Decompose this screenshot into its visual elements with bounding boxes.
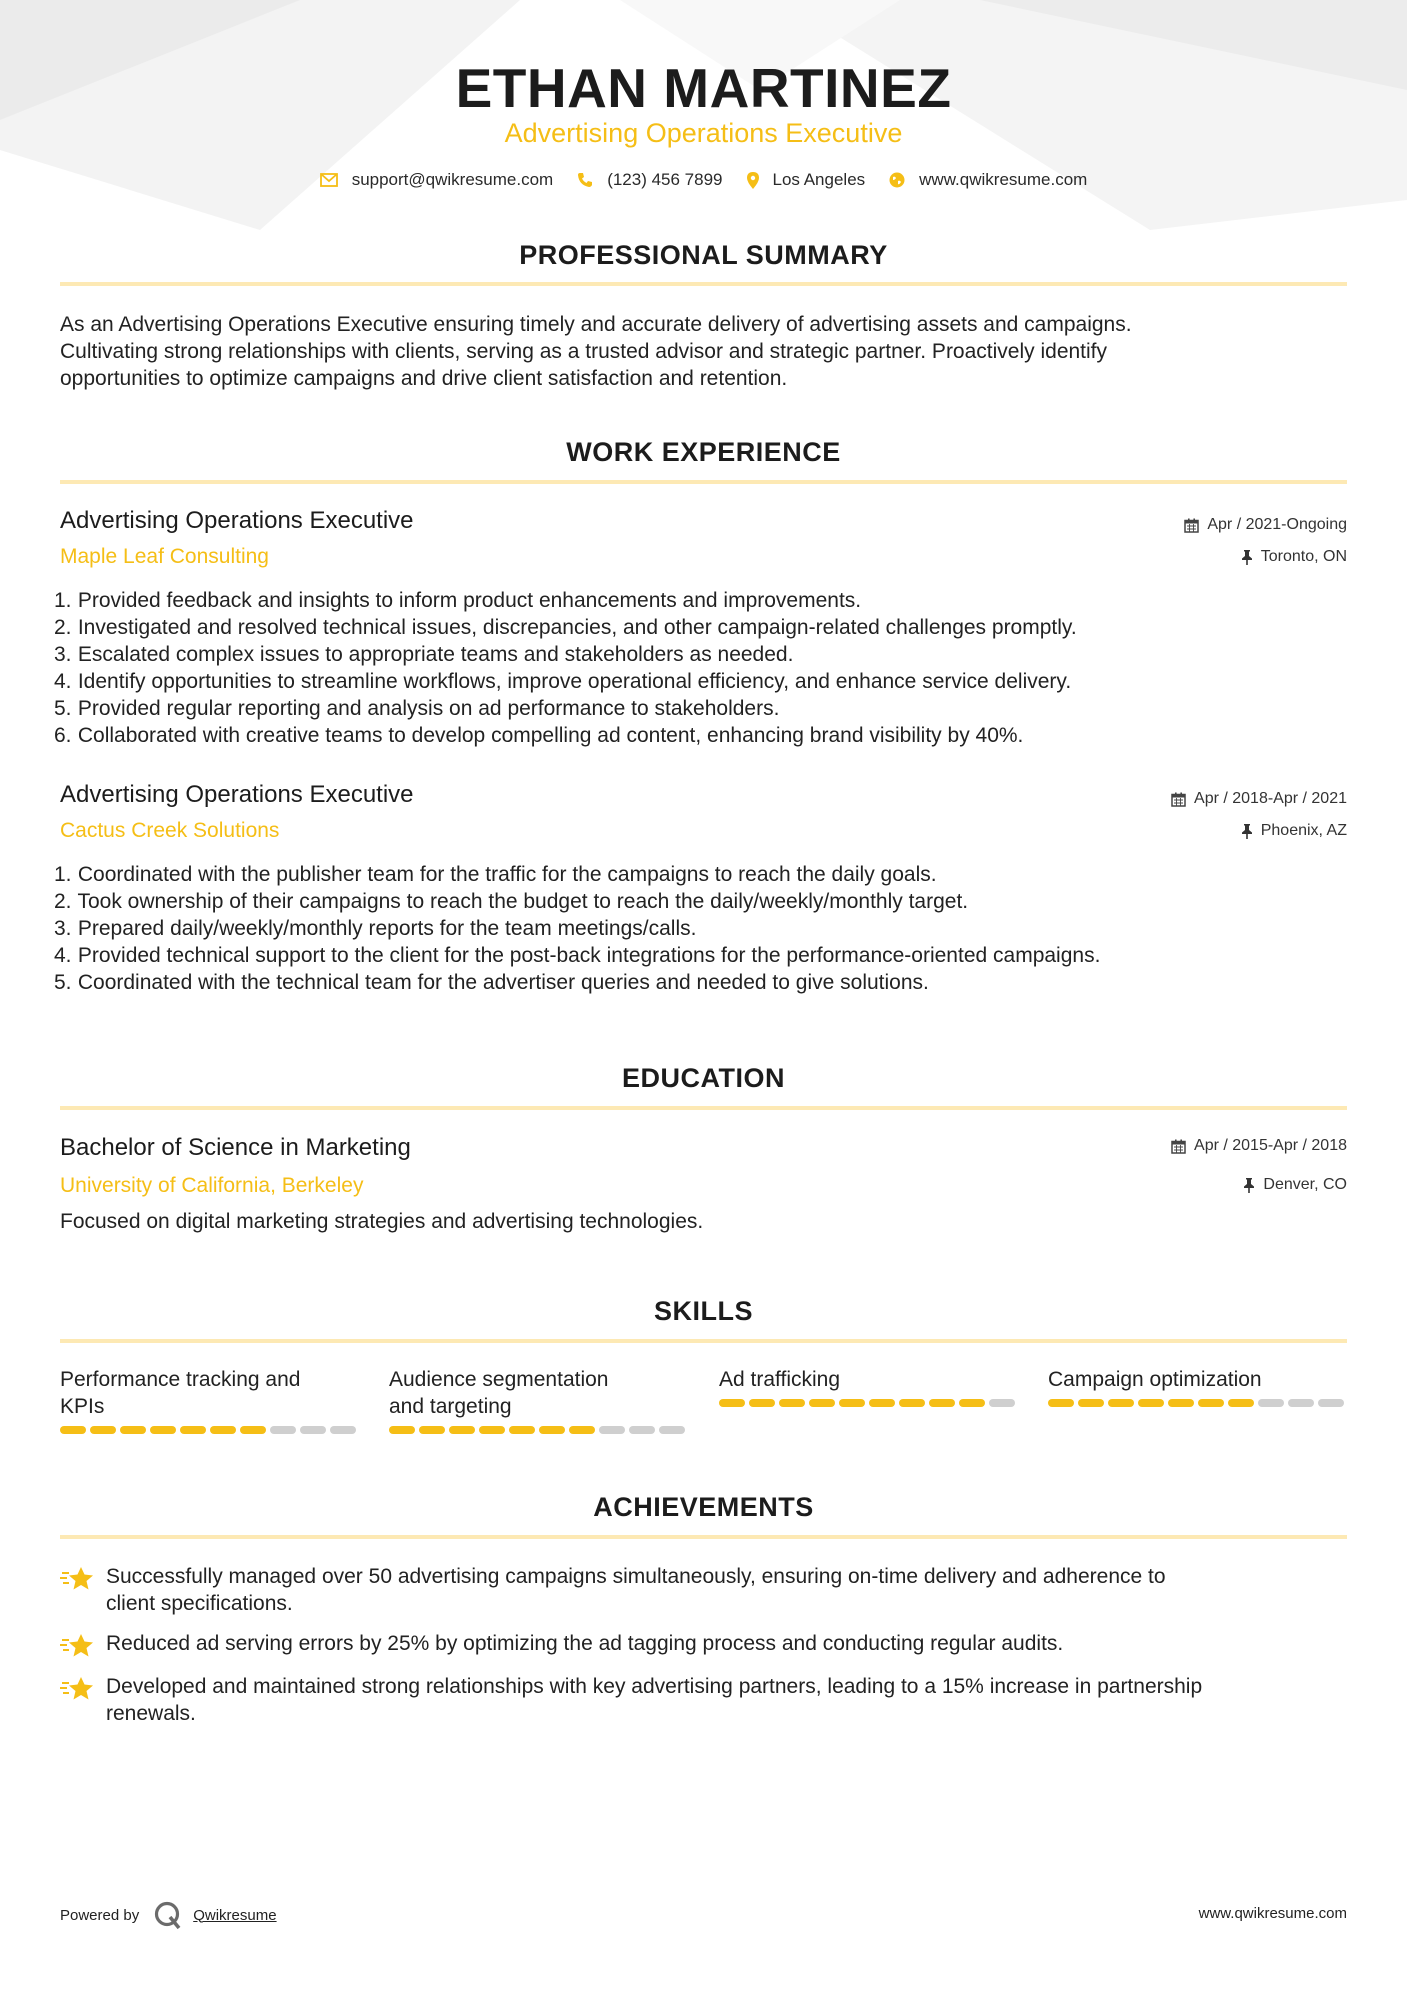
skill-label: Performance tracking and KPIs: [60, 1368, 301, 1418]
skill-rating-bar: [719, 1399, 1019, 1407]
rating-segment-filled: [839, 1399, 865, 1407]
section-divider: [60, 1339, 1347, 1343]
skill-rating-bar: [389, 1426, 689, 1434]
phone-text: (123) 456 7899: [607, 170, 723, 189]
globe-icon: [889, 172, 905, 188]
rating-segment-filled: [90, 1426, 116, 1434]
section-divider: [60, 1535, 1347, 1539]
contact-location: [747, 170, 866, 190]
rating-segment-filled: [240, 1426, 266, 1434]
rating-segment-filled: [180, 1426, 206, 1434]
qwikresume-link[interactable]: Qwikresume: [193, 1906, 277, 1924]
skill-label: Audience segmentation and targeting: [389, 1368, 609, 1418]
location-text: Phoenix, AZ: [1260, 822, 1347, 839]
rating-segment-filled: [539, 1426, 565, 1434]
dates-text: Apr / 2021-Ongoing: [1207, 516, 1347, 533]
rating-segment-filled: [1168, 1399, 1194, 1407]
skill-item: [719, 1366, 1019, 1407]
rating-segment-filled: [1198, 1399, 1224, 1407]
rating-segment-filled: [120, 1426, 146, 1434]
pushpin-icon: [1241, 824, 1253, 839]
footer-powered-by: [60, 1900, 277, 1930]
achievement-text: Developed and maintained strong relationships with key advertising partners, leading to a 15% increase in partnership renewals.: [106, 1675, 1203, 1725]
rating-segment-filled: [60, 1426, 86, 1434]
rating-segment-empty: [989, 1399, 1015, 1407]
website-text: www.qwikresume.com: [919, 170, 1088, 189]
contact-email[interactable]: [320, 170, 554, 190]
job-duties: [54, 587, 1347, 749]
job-dates: [1171, 790, 1347, 808]
school-name: University of California, Berkeley: [60, 1174, 364, 1197]
rating-segment-filled: [809, 1399, 835, 1407]
rating-segment-filled: [929, 1399, 955, 1407]
email-text: support@qwikresume.com: [351, 170, 554, 189]
list-item: 1. Coordinated with the publisher team for the traffic for the campaigns to reach the daily goals.: [54, 863, 937, 886]
rating-segment-empty: [1288, 1399, 1314, 1407]
location-text: Denver, CO: [1263, 1176, 1347, 1193]
calendar-icon: [1171, 1139, 1186, 1154]
summary-text: [60, 311, 1347, 392]
list-item: 6. Collaborated with creative teams to develop compelling ad content, enhancing brand visibility by 40%.: [54, 724, 1024, 747]
calendar-icon: [1171, 792, 1186, 807]
rating-segment-empty: [300, 1426, 326, 1434]
list-item: 2. Took ownership of their campaigns to reach the budget to reach the daily/weekly/monthly target.: [54, 890, 969, 913]
rating-segment-empty: [599, 1426, 625, 1434]
rating-segment-filled: [959, 1399, 985, 1407]
contact-phone[interactable]: [577, 170, 722, 190]
skill-label: Ad trafficking: [719, 1368, 841, 1391]
candidate-name: ETHAN MARTINEZ: [455, 57, 952, 119]
rating-segment-empty: [270, 1426, 296, 1434]
rating-segment-filled: [389, 1426, 415, 1434]
rating-segment-empty: [629, 1426, 655, 1434]
rating-segment-filled: [869, 1399, 895, 1407]
achievement-item: [60, 1673, 1347, 1727]
education-location: [1243, 1176, 1347, 1194]
job-location: [1241, 548, 1347, 566]
section-divider: [60, 1106, 1347, 1110]
achievement-text: Reduced ad serving errors by 25% by optimizing the ad tagging process and conducting regular audits.: [106, 1632, 1064, 1655]
list-item: 2. Investigated and resolved technical issues, discrepancies, and other campaign-related challenges promptly.: [54, 616, 1077, 639]
list-item: 4. Provided technical support to the client for the post-back integrations for the performance-oriented campaigns.: [54, 944, 1101, 967]
education-description: Focused on digital marketing strategies and advertising technologies.: [60, 1210, 704, 1233]
list-item: 1. Provided feedback and insights to inform product enhancements and improvements.: [54, 589, 862, 612]
contact-website[interactable]: [889, 170, 1087, 190]
company-name: Maple Leaf Consulting: [60, 545, 269, 568]
footer-website[interactable]: www.qwikresume.com: [1198, 1905, 1347, 1922]
rating-segment-filled: [899, 1399, 925, 1407]
dates-text: Apr / 2018-Apr / 2021: [1194, 790, 1347, 807]
summary-heading: PROFESSIONAL SUMMARY: [519, 240, 888, 270]
rating-segment-filled: [569, 1426, 595, 1434]
rating-segment-filled: [719, 1399, 745, 1407]
location-text: Los Angeles: [772, 170, 866, 189]
job-dates: [1184, 516, 1347, 534]
dates-text: Apr / 2015-Apr / 2018: [1194, 1137, 1347, 1154]
section-divider: [60, 282, 1347, 286]
list-item: 5. Provided regular reporting and analysis on ad performance to stakeholders.: [54, 697, 780, 720]
pushpin-icon: [1241, 550, 1253, 565]
rating-segment-filled: [749, 1399, 775, 1407]
rating-segment-filled: [1108, 1399, 1134, 1407]
rating-segment-filled: [1078, 1399, 1104, 1407]
rating-segment-empty: [330, 1426, 356, 1434]
company-name: Cactus Creek Solutions: [60, 819, 280, 842]
contact-bar: [0, 170, 1407, 190]
calendar-icon: [1184, 518, 1199, 533]
star-icon: [60, 1675, 94, 1703]
list-item: 3. Escalated complex issues to appropriate teams and stakeholders as needed.: [54, 643, 794, 666]
achievements-heading: ACHIEVEMENTS: [593, 1492, 814, 1522]
job-title: Advertising Operations Executive: [60, 781, 414, 808]
degree-title: Bachelor of Science in Marketing: [60, 1134, 411, 1161]
skill-rating-bar: [1048, 1399, 1348, 1407]
envelope-icon: [320, 173, 338, 187]
experience-heading: WORK EXPERIENCE: [566, 437, 841, 467]
map-pin-icon: [747, 172, 759, 189]
education-heading: EDUCATION: [622, 1063, 785, 1093]
skill-item: [1048, 1366, 1348, 1407]
rating-segment-filled: [1228, 1399, 1254, 1407]
rating-segment-empty: [659, 1426, 685, 1434]
section-divider: [60, 480, 1347, 484]
star-icon: [60, 1565, 94, 1593]
summary-line: As an Advertising Operations Executive ensuring timely and accurate delivery of advertising assets and campaigns.: [60, 313, 1132, 336]
location-text: Toronto, ON: [1260, 548, 1347, 565]
education-dates: [1171, 1137, 1347, 1155]
phone-icon: [577, 172, 593, 188]
job-title: Advertising Operations Executive: [60, 507, 414, 534]
skill-rating-bar: [60, 1426, 360, 1434]
achievement-item: [60, 1630, 1347, 1660]
list-item: 4. Identify opportunities to streamline workflows, improve operational efficiency, and enhance service delivery.: [54, 670, 1072, 693]
rating-segment-filled: [210, 1426, 236, 1434]
pushpin-icon: [1243, 1178, 1255, 1193]
summary-line: Cultivating strong relationships with clients, serving as a trusted advisor and strategic partner. Proactively identify: [60, 340, 1108, 363]
summary-line: opportunities to optimize campaigns and drive client satisfaction and retention.: [60, 367, 788, 390]
skill-item: [389, 1366, 689, 1434]
candidate-role: Advertising Operations Executive: [504, 118, 903, 148]
qwikresume-logo-icon: [153, 1900, 183, 1930]
rating-segment-filled: [449, 1426, 475, 1434]
achievement-item: [60, 1563, 1347, 1617]
achievement-text: Successfully managed over 50 advertising campaigns simultaneously, ensuring on-time delivery and adherence to client specifications.: [106, 1565, 1166, 1615]
rating-segment-empty: [1318, 1399, 1344, 1407]
star-icon: [60, 1632, 94, 1660]
rating-segment-filled: [1138, 1399, 1164, 1407]
rating-segment-filled: [419, 1426, 445, 1434]
job-location: [1241, 822, 1347, 840]
job-duties: [54, 861, 1347, 996]
rating-segment-filled: [479, 1426, 505, 1434]
skill-label: Campaign optimization: [1048, 1368, 1262, 1391]
rating-segment-filled: [779, 1399, 805, 1407]
rating-segment-filled: [509, 1426, 535, 1434]
powered-by-label: Powered by: [60, 1906, 140, 1924]
skills-heading: SKILLS: [653, 1296, 753, 1326]
rating-segment-filled: [150, 1426, 176, 1434]
skill-item: [60, 1366, 360, 1434]
list-item: 5. Coordinated with the technical team for the advertiser queries and needed to give solutions.: [54, 971, 929, 994]
rating-segment-filled: [1048, 1399, 1074, 1407]
list-item: 3. Prepared daily/weekly/monthly reports for the team meetings/calls.: [54, 917, 697, 940]
rating-segment-empty: [1258, 1399, 1284, 1407]
